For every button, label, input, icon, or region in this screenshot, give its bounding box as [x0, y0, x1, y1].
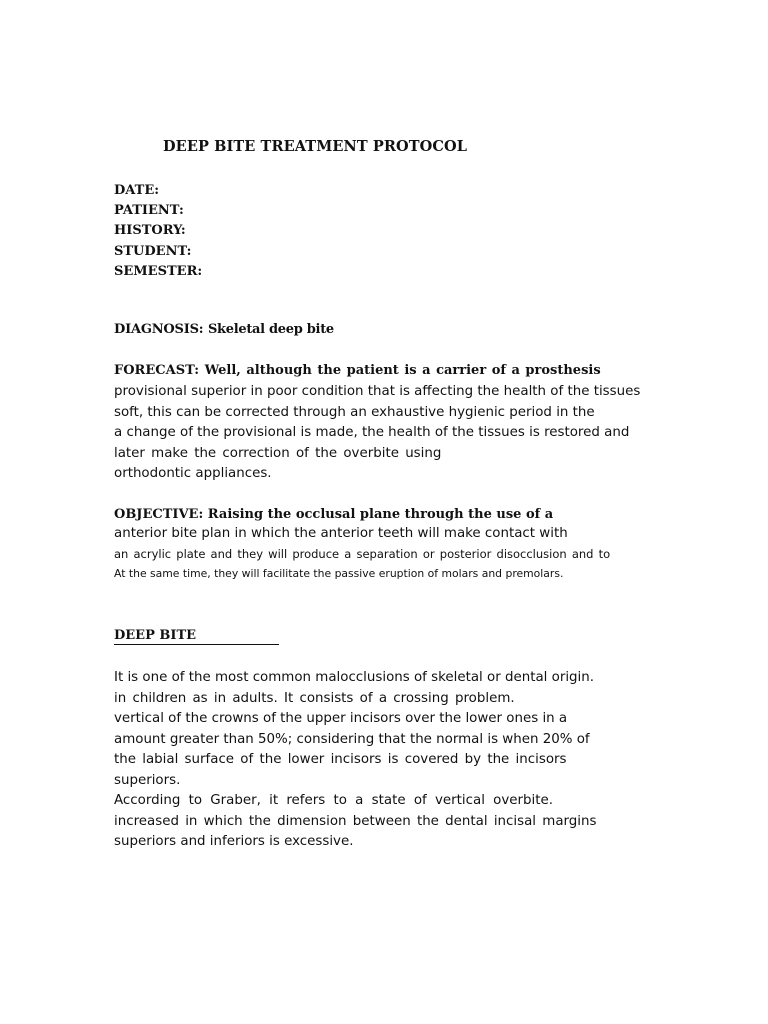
deep-bite-line: increased in which the dimension between the dental incisal margins	[114, 813, 597, 829]
field-student: STUDENT:	[114, 243, 192, 259]
objective-heading: OBJECTIVE: Raising the occlusal plane through the use of a	[114, 507, 554, 522]
deep-bite-heading: DEEP BITE	[114, 628, 279, 645]
forecast-line: orthodontic appliances.	[114, 466, 272, 482]
objective-line: an acrylic plate and they will produce a separation or posterior disocclusion and to	[114, 547, 611, 561]
document-title: DEEP BITE TREATMENT PROTOCOL	[163, 138, 468, 155]
field-patient: PATIENT:	[114, 203, 184, 219]
deep-bite-paragraph	[114, 668, 596, 853]
forecast-line: soft, this can be corrected through an exhaustive hygienic period in the	[114, 404, 595, 420]
forecast-heading: FORECAST: Well, although the patient is a carrier of a prosthesis	[114, 363, 601, 378]
forecast-paragraph	[114, 382, 640, 485]
field-semester: SEMESTER:	[114, 263, 203, 279]
header-fields	[114, 181, 202, 282]
deep-bite-line: amount greater than 50%; considering that the normal is when 20% of	[114, 731, 590, 747]
deep-bite-line: in children as in adults. It consists of a crossing problem.	[114, 690, 515, 706]
deep-bite-line: According to Graber, it refers to a state of vertical overbite.	[114, 793, 553, 808]
deep-bite-line: vertical of the crowns of the upper incisors over the lower ones in a	[114, 711, 568, 726]
forecast-line: provisional superior in poor condition that is affecting the health of the tissues	[114, 384, 641, 399]
diagnosis-value: Skeletal deep bite	[207, 322, 334, 337]
field-date: DATE:	[114, 183, 160, 198]
deep-bite-line: superiors and inferiors is excessive.	[114, 834, 354, 849]
objective-line: At the same time, they will facilitate the passive eruption of molars and premolars.	[114, 567, 564, 580]
objective-line: anterior bite plan in which the anterior teeth will make contact with	[114, 526, 568, 541]
forecast-line: a change of the provisional is made, the health of the tissues is restored and	[114, 425, 630, 441]
deep-bite-line: It is one of the most common malocclusions of skeletal or dental origin.	[114, 670, 595, 685]
diagnosis-label: DIAGNOSIS:	[114, 322, 204, 337]
forecast-line: later make the correction of the overbite using	[114, 445, 442, 461]
field-history: HISTORY:	[114, 223, 186, 239]
deep-bite-line: superiors.	[114, 772, 181, 788]
diagnosis-line	[114, 322, 334, 337]
deep-bite-line: the labial surface of the lower incisors is covered by the incisors	[114, 752, 567, 767]
